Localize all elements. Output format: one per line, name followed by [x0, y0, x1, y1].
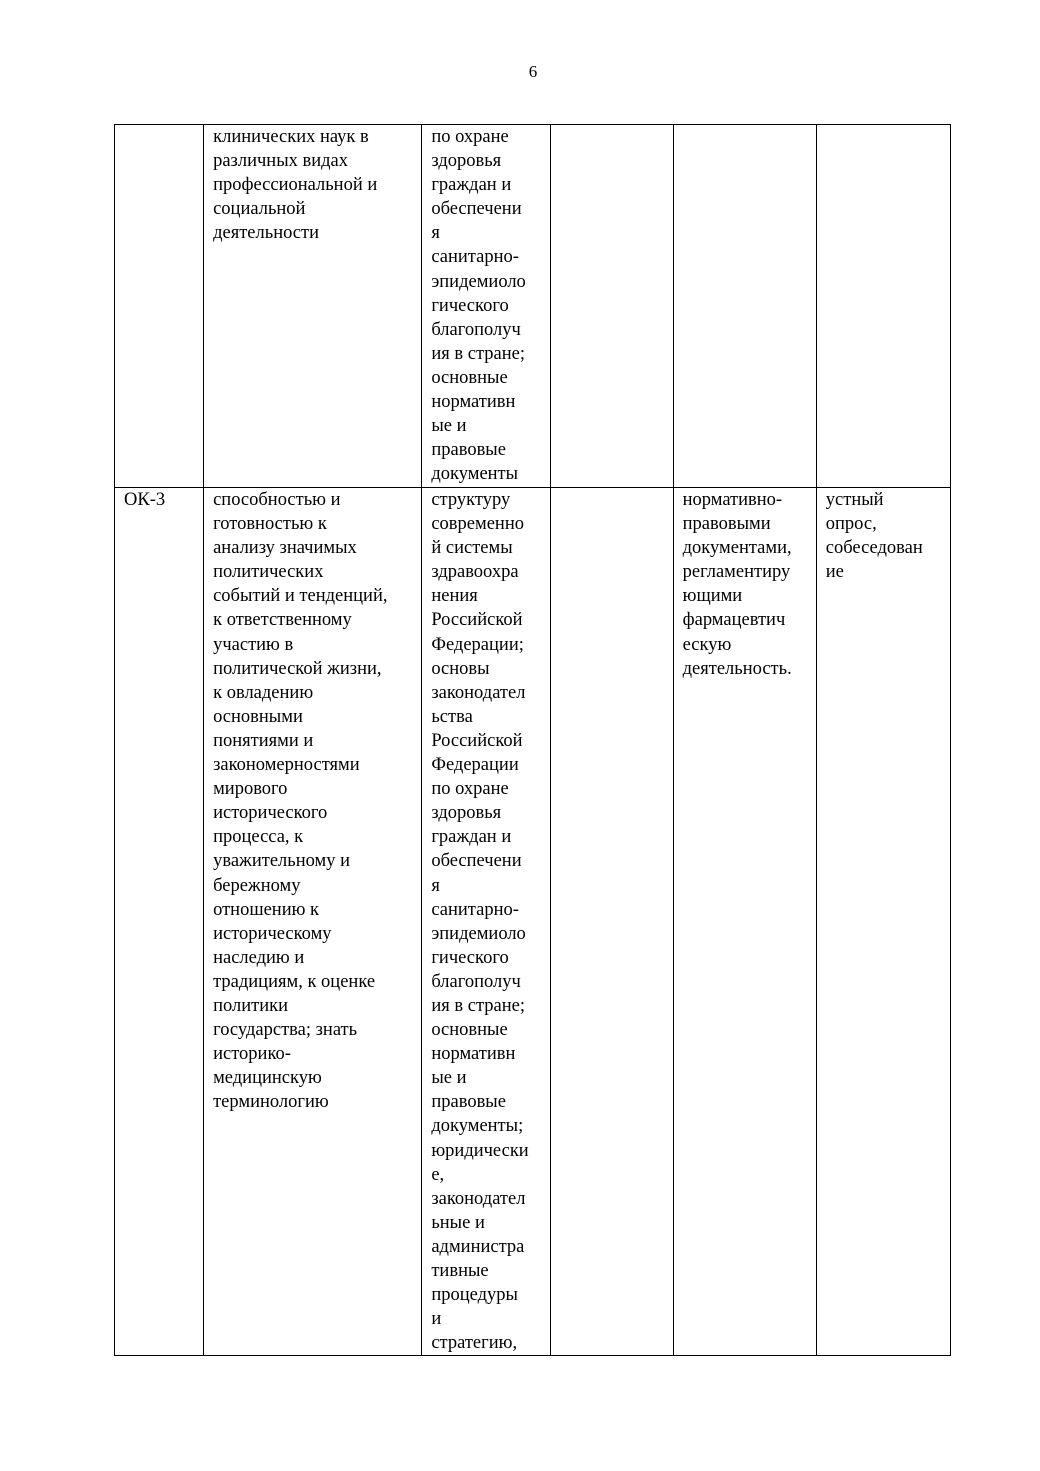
mastery-cell — [673, 125, 816, 488]
table-row — [115, 125, 951, 488]
mastery-cell: нормативно- правовыми документами, регламентиру ющими фармацевтич ескую деятельность. — [673, 488, 816, 1356]
page-number: 6 — [528, 62, 538, 81]
competence-description-cell: клинических наук в различных видах профессиональной и социальной деятельности — [204, 125, 422, 488]
competence-table — [114, 124, 951, 1356]
assessment-cell — [816, 125, 950, 488]
skills-cell — [551, 125, 673, 488]
competence-code-cell: ОК-3 — [115, 488, 204, 1356]
knowledge-cell: по охране здоровья граждан и обеспечени я санитарно- эпидемиоло гического благополуч ия в стране; основные нормативн ые и правовые документы — [422, 125, 551, 488]
competence-description-cell: способностью и готовностью к анализу значимых политических событий и тенденций, к ответственному участию в политической жизни, к овладению основными понятиями и закономерностями мирового исторического процесса, к уважительному и бережному отношению к историческому наследию и традициям, к оценке политики государства; знать историко- медицинскую терминологию — [204, 488, 422, 1356]
competence-code-cell — [115, 125, 204, 488]
skills-cell — [551, 488, 673, 1356]
knowledge-cell: структуру современно й системы здравоохра нения Российской Федерации; основы законодател ьства Российской Федерации по охране здоровья граждан и обеспечени я санитарно- эпидемиоло гического благополуч ия в стране; основные нормативн ые и правовые документы; юридически е, законодател ьные и администра тивные процедуры и стратегию, — [422, 488, 551, 1356]
assessment-cell: устный опрос, собеседован ие — [816, 488, 950, 1356]
table-row — [115, 488, 951, 1356]
